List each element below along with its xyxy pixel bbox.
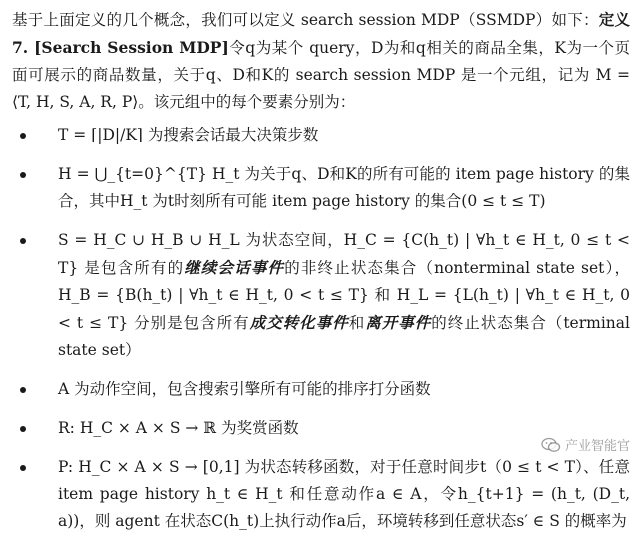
- item-text: A 为动作空间，包含搜索引擎所有可能的排序打分函数: [58, 380, 431, 398]
- watermark-text: 产业智能官: [564, 439, 630, 454]
- definition-label: 定义 7. [Search Session MDP]: [12, 10, 630, 57]
- list-item-decision-steps: [12, 122, 630, 149]
- definition-element-list: [12, 122, 630, 535]
- emphasis-continue-event: 继续会话事件: [184, 258, 285, 277]
- item-text-a: S = H_C ∪ H_B ∪ H_L 为状态空间，H_C = {C(h_t) | ∀h_t ∈ H_t, 0 ≤ t < T} 是包含所有的: [58, 231, 630, 277]
- item-text-d: 的终止状态集合（terminal state set）: [58, 314, 630, 359]
- emphasis-conversion-event: 成交转化事件: [249, 313, 349, 332]
- watermark: [541, 435, 630, 454]
- list-item-state-space: [12, 227, 630, 364]
- list-item-transition-function: [12, 454, 630, 535]
- item-text: P: H_C × A × S → [0,1] 为状态转移函数，对于任意时间步t（0 ≤ t < T）、任意 item page history h_t ∈ H_t 和任意动作a ∈ A，令h_{t+1} = (h_t, (D_t, a))，则 agent 在状态C(h_t)上执行动作a后，环境转移到任意状态s′ ∈ S 的概率为: [58, 458, 630, 530]
- wechat-icon: [541, 437, 561, 453]
- list-item-action-space: [12, 376, 630, 403]
- item-text: R: H_C × A × S → ℝ 为奖赏函数: [58, 419, 299, 437]
- list-item-history-set: [12, 161, 630, 215]
- emphasis-leave-event: 离开事件: [365, 313, 432, 332]
- list-item-reward-function: [12, 415, 630, 442]
- intro-line1: 基于上面定义的几个概念，我们可以定义 search session MDP（SSMDP）如下：: [12, 11, 599, 29]
- item-text: H = ⋃_{t=0}^{T} H_t 为关于q、D和K的所有可能的 item page history 的集合，其中H_t 为t时刻所有可能 item page history 的集合(0 ≤ t ≤ T): [58, 165, 630, 210]
- item-text-b: 的非终止状态集合（nonterminal state set），H_B = {B(h_t) | ∀h_t ∈ H_t, 0 < t ≤ T} 和 H_L = {L(h_t) | ∀h_t ∈ H_t, 0 < t ≤ T} 分别是包含所有: [58, 259, 630, 332]
- intro-line2: 令q为某个 query，D为和q相关的商品全集，K为一个页面可展示的商品数量，关于q、D和K的 search session MDP 是一个元组，记为 M = ⟨T, H, S, A, R, P⟩。该元组中的每个要素分别为：: [12, 39, 630, 111]
- item-text: T = ⌈|D|/K⌉ 为搜索会话最大决策步数: [58, 126, 319, 144]
- intro-paragraph: [12, 6, 630, 116]
- item-text-c: 和: [348, 314, 366, 332]
